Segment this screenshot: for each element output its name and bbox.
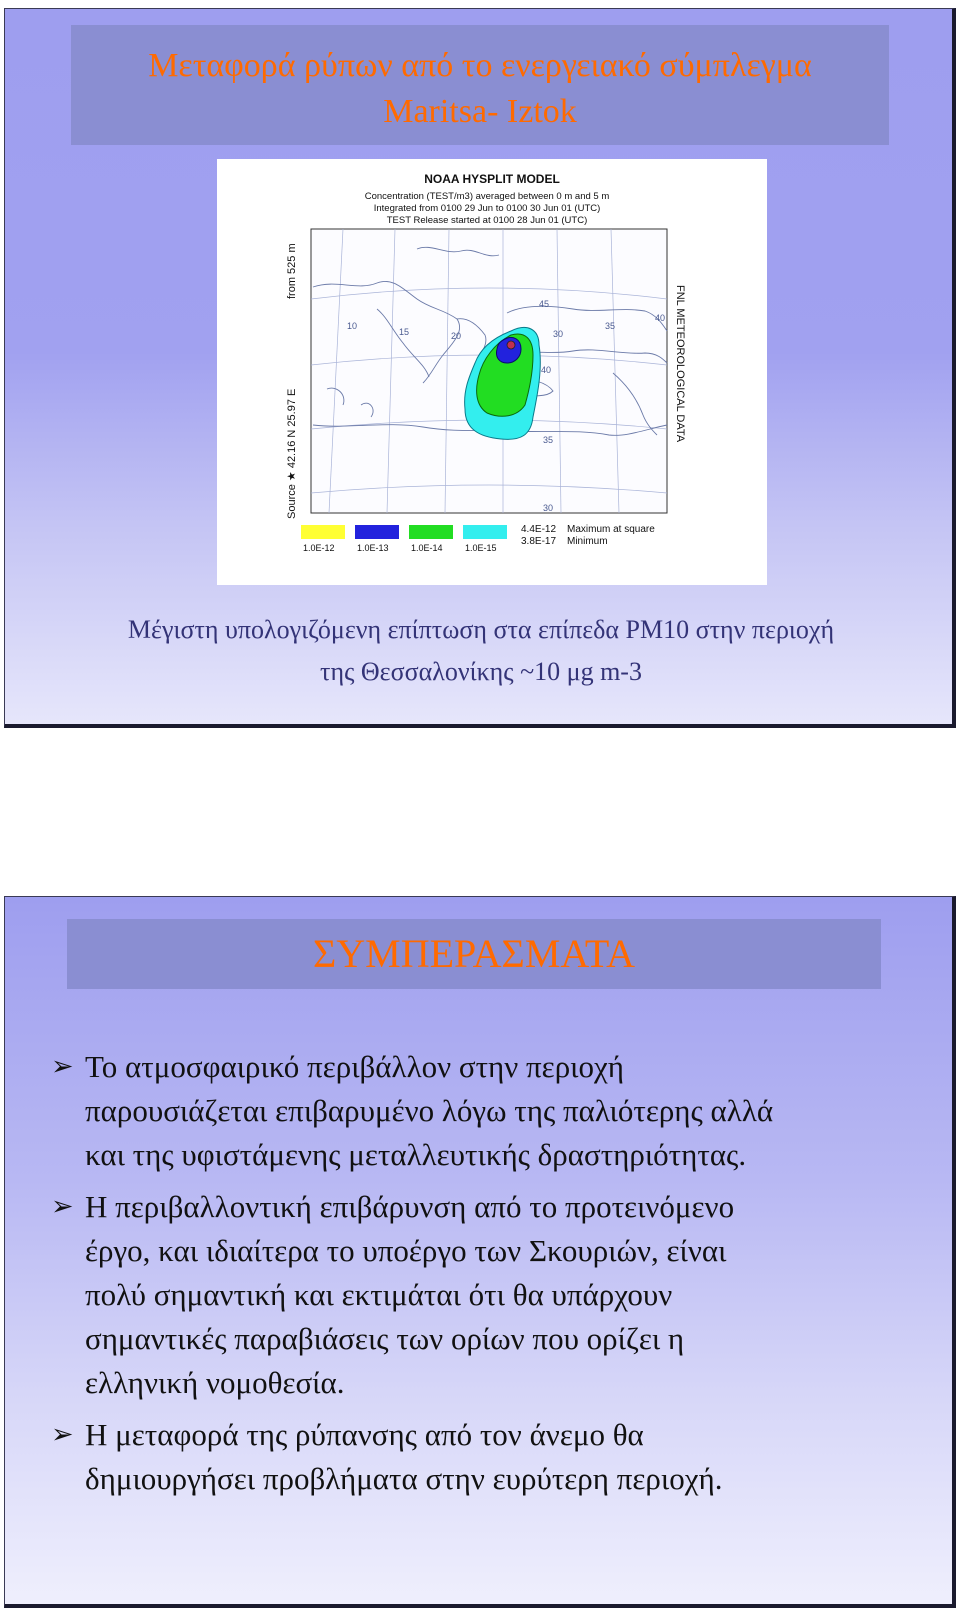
slide-title-line-2: Maritsa- Iztok: [383, 93, 577, 130]
arrow-bullet-icon: ➢: [51, 1191, 74, 1222]
slide-title-box: [67, 919, 881, 989]
lat-label-45: 45: [539, 299, 550, 309]
figure-header-line-1: Concentration (TEST/m3) averaged between 0 m and 5 m: [364, 191, 610, 202]
max-value: 4.4E-12: [521, 524, 557, 535]
bullet-line: πολύ σημαντική και εκτιμάται ότι θα υπάρχουν: [85, 1277, 673, 1312]
caption-line-1: Μέγιστη υπολογιζόμενη επίπτωση στα επίπεδα PM10 στην περιοχή: [127, 615, 835, 644]
figure-header-line-3: TEST Release started at 0100 28 Jun 01 (UTC): [386, 215, 588, 226]
hysplit-map-figure: [217, 159, 767, 585]
legend-label-1e-15: 1.0E-15: [465, 543, 497, 553]
bullet-line: παρουσιάζεται επιβαρυμένο λόγω της παλιότερης αλλά: [85, 1093, 774, 1128]
arrow-bullet-icon: ➢: [51, 1051, 74, 1082]
bullet-line: σημαντικές παραβιάσεις των ορίων που ορίζει η: [85, 1321, 685, 1356]
arrow-bullet-icon: ➢: [51, 1419, 74, 1450]
lon-label-15: 15: [399, 327, 410, 337]
legend-swatch-1e-14: [409, 525, 453, 539]
bullet-line: δημιουργήσει προβλήματα στην ευρύτερη περιοχή.: [85, 1461, 723, 1496]
figure-legend: [301, 524, 655, 553]
lon-label-10: 10: [347, 321, 358, 331]
lon-label-30: 30: [553, 329, 564, 339]
lat-label-40: 40: [541, 365, 552, 375]
legend-swatch-1e-15: [463, 525, 507, 539]
figure-header-line-2: Integrated from 0100 29 Jun to 0100 30 Jun 01 (UTC): [373, 203, 601, 214]
legend-label-1e-13: 1.0E-13: [357, 543, 389, 553]
slide-title-line-1: Μεταφορά ρύπων από το ενεργειακό σύμπλεγμα: [148, 47, 812, 84]
bullet-line: Η μεταφορά της ρύπανσης από τον άνεμο θα: [85, 1417, 644, 1452]
legend-swatch-1e-12: [301, 525, 345, 539]
legend-label-1e-14: 1.0E-14: [411, 543, 443, 553]
slide-conclusions: [4, 896, 956, 1608]
list-item: [51, 1045, 921, 1177]
source-location-label: Source ★ 42.16 N 25.97 E: [286, 388, 298, 519]
bullet-line: Το ατμοσφαιρικό περιβάλλον στην περιοχή: [85, 1049, 624, 1084]
caption-line-2: της Θεσσαλονίκης ~10 μg m-3: [320, 657, 642, 686]
lon-label-40: 40: [655, 313, 666, 323]
lat-label-35: 35: [543, 435, 554, 445]
slide-title-box: [71, 25, 889, 145]
lon-label-35: 35: [605, 321, 616, 331]
min-label: Minimum: [567, 536, 608, 547]
list-item: [51, 1413, 921, 1501]
bullet-line: έργο, και ιδιαίτερα το υποέργο των Σκουριών, είναι: [85, 1233, 727, 1268]
list-item: [51, 1185, 921, 1405]
release-height-label: from 525 m: [286, 243, 298, 299]
lon-label-20: 20: [451, 331, 462, 341]
legend-label-1e-12: 1.0E-12: [303, 543, 335, 553]
bullet-line: και της υφιστάμενης μεταλλευτικής δραστηριότητας.: [85, 1137, 747, 1172]
figure-title: NOAA HYSPLIT MODEL: [424, 172, 560, 186]
min-value: 3.8E-17: [521, 536, 557, 547]
bullet-line: ελληνική νομοθεσία.: [85, 1365, 345, 1400]
lat-label-30: 30: [543, 503, 554, 513]
source-marker: [507, 341, 515, 349]
figure-caption: [35, 609, 927, 693]
max-label: Maximum at square: [567, 524, 655, 535]
slide-title: ΣΥΜΠΕΡΑΣΜΑΤΑ: [312, 931, 635, 976]
met-data-label: FNL METEOROLOGICAL DATA: [674, 285, 686, 443]
slide-maritsa-transport: [4, 8, 956, 728]
bullet-line: Η περιβαλλοντική επιβάρυνση από το προτεινόμενο: [85, 1189, 735, 1224]
conclusions-list: [51, 1045, 921, 1509]
legend-swatch-1e-13: [355, 525, 399, 539]
hysplit-map-svg: [217, 159, 767, 585]
